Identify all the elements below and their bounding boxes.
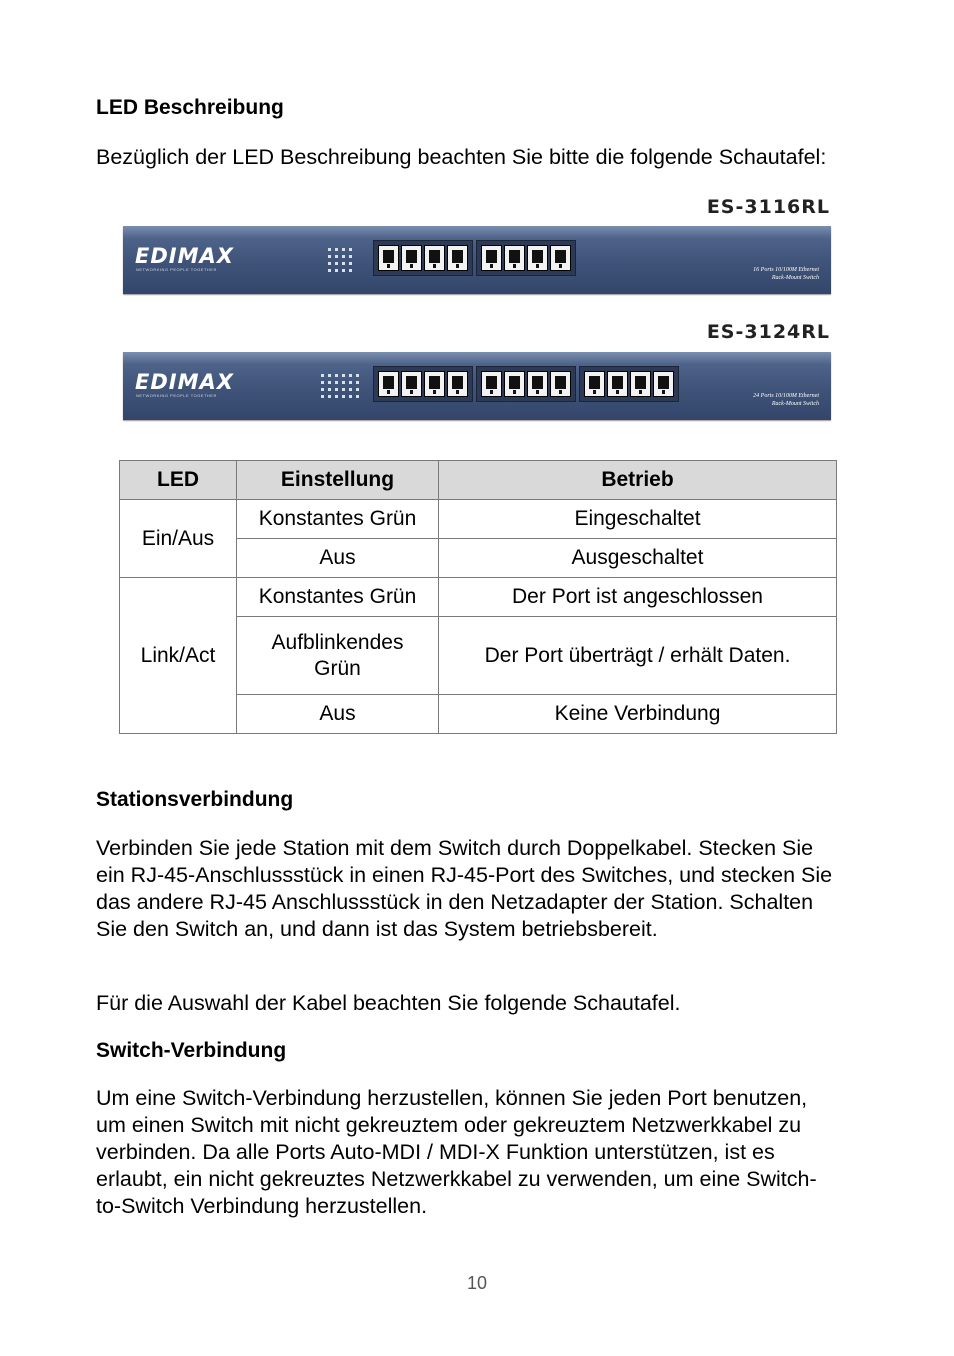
port-group	[373, 366, 473, 402]
port-group	[476, 240, 576, 276]
rj45-port	[630, 371, 651, 397]
rj45-port	[527, 245, 548, 271]
brand-tagline: NETWORKING PEOPLE TOGETHER	[136, 267, 217, 272]
setting-cell: Konstantes Grün	[237, 578, 439, 617]
header-led: LED	[120, 461, 237, 500]
device-description-line: 24 Ports 10/100M Ethernet	[753, 393, 819, 399]
device-description	[753, 266, 819, 282]
port-group	[373, 240, 473, 276]
operation-cell: Ausgeschaltet	[439, 539, 837, 578]
setting-cell: Aus	[237, 695, 439, 734]
operation-cell: Keine Verbindung	[439, 695, 837, 734]
device-description-line: Rack-Mount Switch	[771, 275, 819, 281]
device-description	[753, 392, 819, 408]
rj45-port	[447, 245, 468, 271]
setting-line: Grün	[314, 656, 361, 680]
header-operation: Betrieb	[439, 461, 837, 500]
device-description-line: Rack-Mount Switch	[771, 401, 819, 407]
rj45-port	[424, 245, 445, 271]
port-group	[476, 366, 576, 402]
port-row	[373, 240, 579, 276]
switch-paragraph: Um eine Switch-Verbindung herzustellen, können Sie jeden Port benutzen, um einen Switch mit nicht gekreuztem oder gekreuztem Netzwerkkabel zu verbinden. Da alle Ports Auto-MDI / MDI-X Funktion unterstützen, ist es erlaubt, ein nicht gekreuztes Netzwerkkabel zu verwenden, um eine Switch-to-Switch Verbindung herzustellen.	[96, 1086, 817, 1218]
operation-cell: Der Port überträgt / erhält Daten.	[439, 617, 837, 695]
station-heading: Stationsverbindung	[96, 788, 294, 811]
edimax-logo: EDIMAX	[135, 370, 234, 394]
setting-cell: Konstantes Grün	[237, 500, 439, 539]
device-model-label: ES-3116RL	[706, 196, 830, 218]
switch-front-panel-image	[123, 352, 831, 420]
rj45-port	[527, 371, 548, 397]
led-name-cell: Ein/Aus	[120, 500, 237, 578]
port-group	[579, 366, 679, 402]
led-intro-text: Bezüglich der LED Beschreibung beachten Sie bitte die folgende Schautafel:	[96, 145, 827, 169]
led-name-cell: Link/Act	[120, 578, 237, 734]
table-row	[120, 578, 837, 617]
status-led-panel	[328, 248, 352, 272]
cable-paragraph: Für die Auswahl der Kabel beachten Sie folgende Schautafel.	[96, 991, 681, 1015]
operation-cell: Der Port ist angeschlossen	[439, 578, 837, 617]
table-row	[120, 500, 837, 539]
rj45-port	[401, 371, 422, 397]
rj45-port	[401, 245, 422, 271]
setting-cell	[237, 617, 439, 695]
page-number: 10	[466, 1273, 488, 1293]
station-paragraph: Verbinden Sie jede Station mit dem Switch durch Doppelkabel. Stecken Sie ein RJ-45-Anschlussstück in einen RJ-45-Port des Switches, und stecken Sie das andere RJ-45 Anschlussstück in den Netzadapter der Station. Schalten Sie den Switch an, und dann ist das System betriebsbereit.	[96, 836, 833, 941]
rj45-port	[378, 371, 399, 397]
status-led-panel	[321, 374, 359, 398]
device-model-label: ES-3124RL	[706, 321, 830, 343]
device-description-line: 16 Ports 10/100M Ethernet	[753, 267, 819, 273]
rj45-port	[504, 245, 525, 271]
rj45-port	[504, 371, 525, 397]
rj45-port	[607, 371, 628, 397]
led-heading: LED Beschreibung	[96, 96, 284, 119]
rj45-port	[550, 371, 571, 397]
rj45-port	[378, 245, 399, 271]
port-row	[373, 366, 682, 402]
edimax-logo: EDIMAX	[135, 244, 234, 268]
rj45-port	[481, 371, 502, 397]
rj45-port	[653, 371, 674, 397]
header-setting: Einstellung	[237, 461, 439, 500]
setting-cell: Aus	[237, 539, 439, 578]
setting-line: Aufblinkendes	[271, 630, 404, 654]
rj45-port	[447, 371, 468, 397]
rj45-port	[550, 245, 571, 271]
rj45-port	[481, 245, 502, 271]
rj45-port	[424, 371, 445, 397]
table-header-row	[120, 461, 837, 500]
brand-tagline: NETWORKING PEOPLE TOGETHER	[136, 393, 217, 398]
switch-front-panel-image	[123, 226, 831, 294]
operation-cell: Eingeschaltet	[439, 500, 837, 539]
rj45-port	[584, 371, 605, 397]
led-status-table	[119, 460, 837, 734]
switch-heading: Switch-Verbindung	[96, 1039, 287, 1062]
